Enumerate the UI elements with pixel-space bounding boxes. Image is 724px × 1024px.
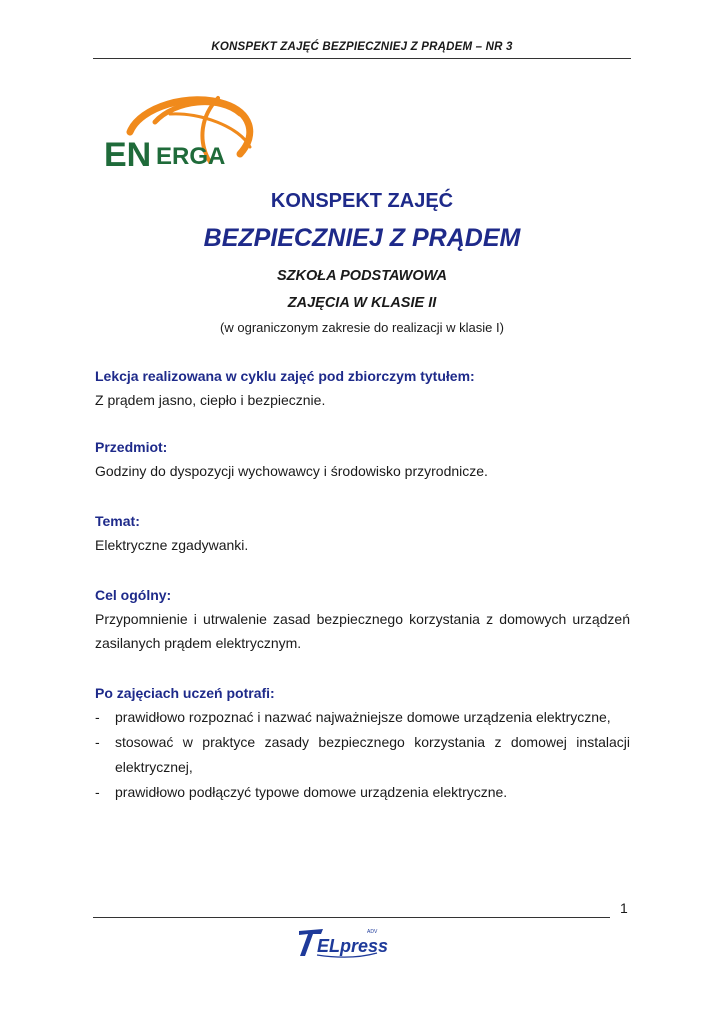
footer-rule xyxy=(93,917,610,918)
section-goal xyxy=(95,583,630,655)
school-level: SZKOŁA PODSTAWOWA xyxy=(277,268,447,284)
telpress-logo xyxy=(297,925,389,964)
document-title: BEZPIECZNIEJ Z PRĄDEM xyxy=(203,224,521,252)
list-item-text: stosować w praktyce zasady bezpiecznego korzystania z domowej instalacji elektrycznej, xyxy=(115,734,630,775)
running-header: KONSPEKT ZAJĘĆ BEZPIECZNIEJ Z PRĄDEM – NR 3 xyxy=(211,41,513,53)
page-number: 1 xyxy=(620,900,628,916)
list-item: - prawidłowo rozpoznać i nazwać najważniejsze domowe urządzenia elektryczne, xyxy=(95,709,611,725)
section-heading: Cel ogólny: xyxy=(95,587,172,603)
document-label: KONSPEKT ZAJĘĆ xyxy=(270,190,454,212)
section-subject xyxy=(95,435,630,483)
svg-text:ELpress: ELpress xyxy=(317,936,389,956)
svg-text:EN: EN xyxy=(104,136,152,174)
section-body: Godziny do dyspozycji wychowawcy i środowisko przyrodnicze. xyxy=(95,463,488,479)
grade-level: ZAJĘCIA W KLASIE II xyxy=(287,295,437,311)
list-item: - prawidłowo podłączyć typowe domowe urządzenia elektryczne. xyxy=(95,784,508,800)
list-item-text: prawidłowo podłączyć typowe domowe urządzenia elektryczne. xyxy=(115,784,508,800)
section-body: Przypomnienie i utrwalenie zasad bezpiecznego korzystania z domowych urządzeń zasilanych prądem elektrycznym. xyxy=(95,611,630,651)
energa-logo xyxy=(100,92,265,177)
list-item-text: prawidłowo rozpoznać i nazwać najważniejsze domowe urządzenia elektryczne, xyxy=(115,709,611,725)
section-body: Elektryczne zgadywanki. xyxy=(95,537,249,553)
section-topic xyxy=(95,509,630,557)
section-outcomes xyxy=(95,681,630,805)
section-heading: Przedmiot: xyxy=(95,439,168,455)
header-rule xyxy=(93,58,631,59)
section-body: Z prądem jasno, ciepło i bezpiecznie. xyxy=(95,392,326,408)
list-item: - stosować w praktyce zasady bezpiecznego korzystania z domowej instalacji elektrycznej, xyxy=(95,734,630,775)
grade-note: (w ograniczonym zakresie do realizacji w klasie I) xyxy=(220,320,504,335)
section-cycle xyxy=(95,364,630,412)
section-heading: Po zajęciach uczeń potrafi: xyxy=(95,685,275,701)
publisher-mark: ADV xyxy=(367,929,378,935)
outcomes-list xyxy=(95,705,630,805)
svg-text:ERGA: ERGA xyxy=(156,143,226,170)
section-heading: Temat: xyxy=(95,513,140,529)
section-heading: Lekcja realizowana w cyklu zajęć pod zbiorczym tytułem: xyxy=(95,368,475,384)
